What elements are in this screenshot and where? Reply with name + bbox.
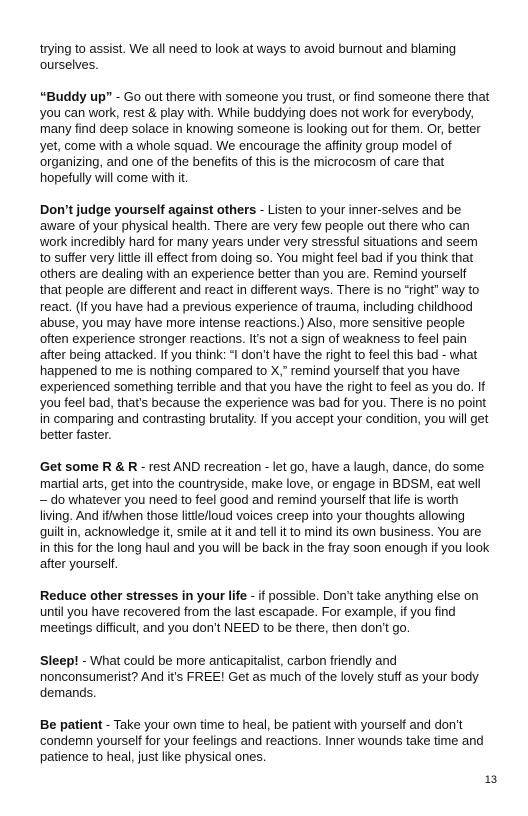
paragraph-heading: Be patient	[40, 716, 103, 732]
paragraph-body: - rest AND recreation - let go, have a laugh, dance, do some martial arts, get into the countryside, make love, or engage in BDSM, eat well – do whatever you need to feel good and remind yourself that life is worth living. And if/when those little/loud voices creep into your thoughts allowing guilt in, acknowledge it, smile at it and tell it to mind its own business. You are in this for the long haul and you will be back in the fray soon enough if you look after yourself.	[40, 459, 490, 571]
document-page	[40, 41, 490, 781]
paragraph-body: - Take your own time to heal, be patient with yourself and don’t condemn yourself for your feelings and reactions. Inner wounds take time and patience to heal, just like physical ones.	[40, 716, 484, 765]
paragraph-heading: Don’t judge yourself against others	[40, 201, 257, 217]
page-number: 13	[484, 774, 497, 786]
paragraph-rest-recreation	[40, 459, 490, 572]
paragraph-body: - Go out there with someone you trust, or find someone there that you can work, rest & play with. While buddying does not work for everybody, many find deep solace in knowing someone is looking out for them. Or, better yet, come with a whole squad. We encourage the affinity group model of organizing, and one of the benefits of this is the microcosm of care that hopefully will come with it.	[40, 89, 490, 185]
paragraph-continuation	[40, 41, 490, 73]
paragraph-reduce-stress	[40, 588, 490, 636]
paragraph-body: - if possible. Don’t take anything else on until you have recovered from the last escapade. For example, if you find meetings difficult, and you don’t NEED to be there, then don’t go.	[40, 588, 479, 636]
paragraph-be-patient	[40, 717, 490, 765]
paragraph-sleep	[40, 653, 490, 701]
paragraph-heading: Get some R & R	[40, 459, 138, 475]
paragraph-body: - Listen to your inner-selves and be aware of your physical health. There are very few people out there who can work incredibly hard for many years under very stressful situations and seem to suffer very little ill effect from doing so. You might feel bad if you think that others are dealing with an experience better than you are. Remind yourself that people are different and react in different ways. There is no “right” way to react. (If you have had a previous experience of trauma, including childhood abuse, you may have more intense reactions.) Also, more sensitive people often experience stronger reactions. It’s not a sign of weakness to feel pain after being attacked. If you think: “I don’t have the right to feel this bad - what happened to me is nothing compared to X,” remind yourself that you have experienced something terrible and that you have the right to feel as you do. If you feel bad, that’s because the experience was bad for you. There is no point in comparing and contrasting brutality. If you accept your condition, you will get better faster.	[40, 201, 489, 443]
paragraph-body: - What could be more anticapitalist, carbon friendly and nonconsumerist? And it’s FREE! Get as much of the lovely stuff as your body demands.	[40, 652, 479, 700]
paragraph-dont-judge	[40, 202, 490, 443]
paragraph-heading: Reduce other stresses in your life	[40, 588, 248, 604]
paragraph-buddy-up	[40, 89, 490, 186]
paragraph-heading: Sleep!	[40, 652, 79, 668]
paragraph-body: trying to assist. We all need to look at ways to avoid burnout and blaming ourselves.	[40, 41, 457, 73]
paragraph-heading: “Buddy up”	[40, 89, 113, 105]
